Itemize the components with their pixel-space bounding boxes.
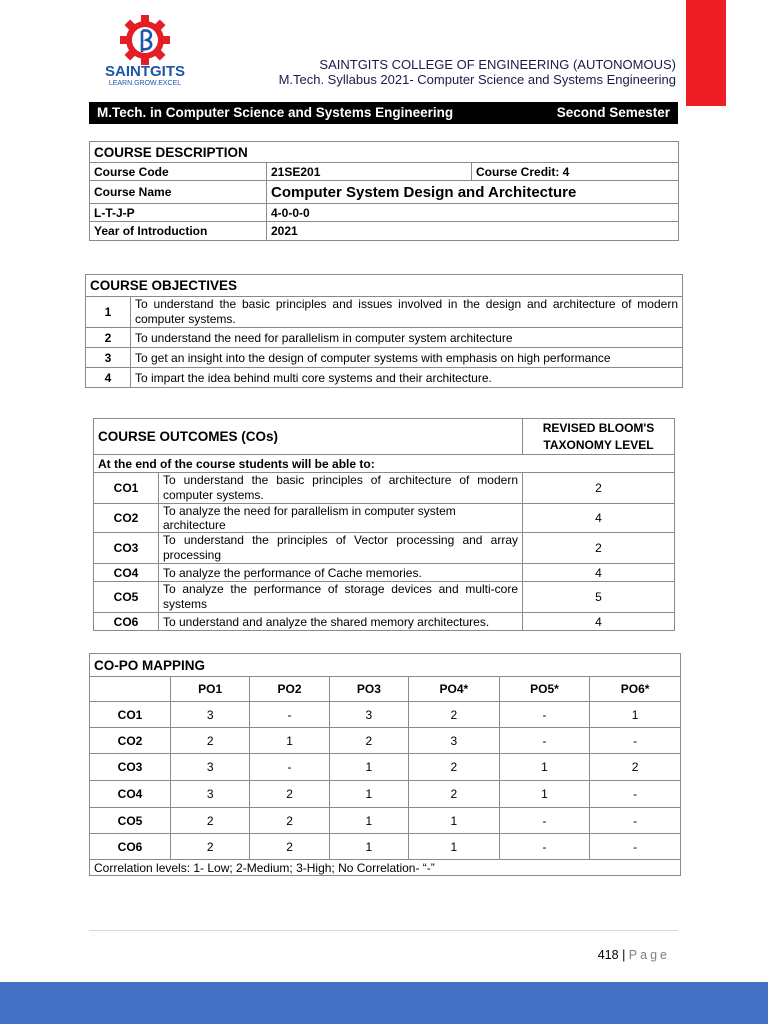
ltjp-value: 4-0-0-0 (267, 204, 679, 222)
mapping-corner (90, 677, 171, 702)
mapping-value: 2 (409, 754, 500, 781)
co-bloom-level: 2 (523, 473, 675, 504)
mapping-co-label: CO2 (90, 728, 171, 754)
mapping-value: 2 (171, 728, 250, 754)
mapping-value: 3 (409, 728, 500, 754)
co-text: To understand the principles of Vector processing and array processing (159, 533, 523, 564)
page-word: Page (628, 948, 670, 962)
co-po-mapping-table (89, 653, 681, 876)
mapping-row (90, 834, 681, 860)
po-header: PO6* (590, 677, 681, 702)
syllabus-title: M.Tech. Syllabus 2021- Computer Science and Systems Engineering (278, 72, 676, 87)
bloom-heading-line-2: TAXONOMY LEVEL (543, 437, 654, 452)
po-header: PO1 (171, 677, 250, 702)
mapping-value: - (590, 808, 681, 834)
program-title-bar (89, 102, 678, 124)
mapping-value: 1 (250, 728, 329, 754)
mapping-value: 1 (409, 808, 500, 834)
co-text: To analyze the performance of Cache memories. (159, 564, 523, 582)
objective-text: To understand the basic principles and issues involved in the design and architecture of modern computer systems. (131, 297, 683, 328)
objective-text: To understand the need for parallelism in computer system architecture (131, 328, 683, 348)
mapping-value: 1 (329, 781, 408, 808)
college-header (279, 57, 676, 87)
co-bloom-level: 2 (523, 533, 675, 564)
po-header: PO3 (329, 677, 408, 702)
po-header: PO4* (409, 677, 500, 702)
objective-number: 3 (86, 348, 131, 368)
mapping-value: 1 (499, 754, 590, 781)
mapping-value: 2 (171, 808, 250, 834)
course-description-table (89, 141, 679, 241)
mapping-value: 1 (590, 702, 681, 728)
mapping-row (90, 808, 681, 834)
mapping-value: 2 (250, 781, 329, 808)
co-bloom-level: 4 (523, 613, 675, 631)
co-bloom-level: 5 (523, 582, 675, 613)
mapping-value: 2 (250, 834, 329, 860)
mapping-row (90, 781, 681, 808)
mapping-value: - (590, 834, 681, 860)
mapping-value: 2 (329, 728, 408, 754)
mapping-row (90, 754, 681, 781)
mapping-row (90, 728, 681, 754)
objective-text: To get an insight into the design of computer systems with emphasis on high performance (131, 348, 683, 368)
mapping-value: 1 (499, 781, 590, 808)
co-label: CO6 (94, 613, 159, 631)
mapping-co-label: CO4 (90, 781, 171, 808)
description-heading: COURSE DESCRIPTION (90, 142, 679, 163)
mapping-value: 2 (409, 702, 500, 728)
mapping-row (90, 702, 681, 728)
course-credit: Course Credit: 4 (472, 163, 679, 181)
objective-number: 4 (86, 368, 131, 388)
mapping-value: 2 (250, 808, 329, 834)
semester-label: Second Semester (556, 105, 670, 120)
outcomes-intro: At the end of the course students will be able to: (94, 455, 675, 473)
brand-name: SAINTGITS (104, 63, 185, 80)
course-name-label: Course Name (90, 181, 267, 204)
mapping-value: 3 (329, 702, 408, 728)
mapping-value: 1 (329, 834, 408, 860)
objectives-heading: COURSE OBJECTIVES (86, 275, 683, 297)
co-bloom-level: 4 (523, 504, 675, 533)
correlation-note: Correlation levels: 1- Low; 2-Medium; 3-High; No Correlation- “-” (90, 860, 681, 876)
co-text: To understand and analyze the shared memory architectures. (159, 613, 523, 631)
course-code-label: Course Code (90, 163, 267, 181)
mapping-value: - (499, 728, 590, 754)
mapping-co-label: CO1 (90, 702, 171, 728)
year-label: Year of Introduction (90, 222, 267, 241)
mapping-co-label: CO6 (90, 834, 171, 860)
mapping-co-label: CO3 (90, 754, 171, 781)
mapping-value: 1 (329, 754, 408, 781)
co-text: To understand the basic principles of architecture of modern computer systems. (159, 473, 523, 504)
footer-divider (89, 930, 678, 931)
co-label: CO4 (94, 564, 159, 582)
co-label: CO2 (94, 504, 159, 533)
page-separator: | (622, 948, 626, 962)
mapping-value: 1 (409, 834, 500, 860)
mapping-value: - (590, 781, 681, 808)
mapping-value: 3 (171, 754, 250, 781)
co-label: CO3 (94, 533, 159, 564)
course-code: 21SE201 (267, 163, 472, 181)
program-name: M.Tech. in Computer Science and Systems Engineering (97, 105, 454, 120)
co-bloom-level: 4 (523, 564, 675, 582)
mapping-value: - (499, 834, 590, 860)
mapping-value: 2 (171, 834, 250, 860)
mapping-value: 2 (409, 781, 500, 808)
mapping-value: 1 (329, 808, 408, 834)
brand-tagline: LEARN.GROW.EXCEL (108, 80, 182, 87)
co-label: CO5 (94, 582, 159, 613)
mapping-value: - (590, 728, 681, 754)
po-header: PO2 (250, 677, 329, 702)
course-name: Computer System Design and Architecture (267, 181, 679, 204)
mapping-value: 2 (590, 754, 681, 781)
page-number (598, 948, 670, 962)
page-number-value: 418 (597, 948, 619, 962)
red-accent-bar (686, 0, 726, 106)
mapping-value: 3 (171, 702, 250, 728)
co-label: CO1 (94, 473, 159, 504)
co-text: To analyze the performance of storage devices and multi-core systems (159, 582, 523, 613)
footer-blue-bar (0, 982, 768, 1024)
mapping-value: 3 (171, 781, 250, 808)
mapping-heading: CO-PO MAPPING (90, 654, 681, 677)
mapping-co-label: CO5 (90, 808, 171, 834)
college-name: SAINTGITS COLLEGE OF ENGINEERING (AUTONOMOUS) (319, 57, 676, 72)
mapping-value: - (250, 702, 329, 728)
po-header: PO5* (499, 677, 590, 702)
mapping-value: - (499, 702, 590, 728)
course-objectives-table (85, 274, 683, 388)
mapping-value: - (250, 754, 329, 781)
bloom-heading (523, 419, 675, 455)
outcomes-heading: COURSE OUTCOMES (COs) (94, 419, 523, 455)
bloom-heading-line-1: REVISED BLOOM'S (542, 420, 655, 435)
course-outcomes-table (93, 418, 675, 631)
objective-text: To impart the idea behind multi core systems and their architecture. (131, 368, 683, 388)
objective-number: 2 (86, 328, 131, 348)
mapping-value: - (499, 808, 590, 834)
year-value: 2021 (267, 222, 679, 241)
objective-number: 1 (86, 297, 131, 328)
ltjp-label: L-T-J-P (90, 204, 267, 222)
co-text: To analyze the need for parallelism in computer system architecture (159, 504, 523, 533)
